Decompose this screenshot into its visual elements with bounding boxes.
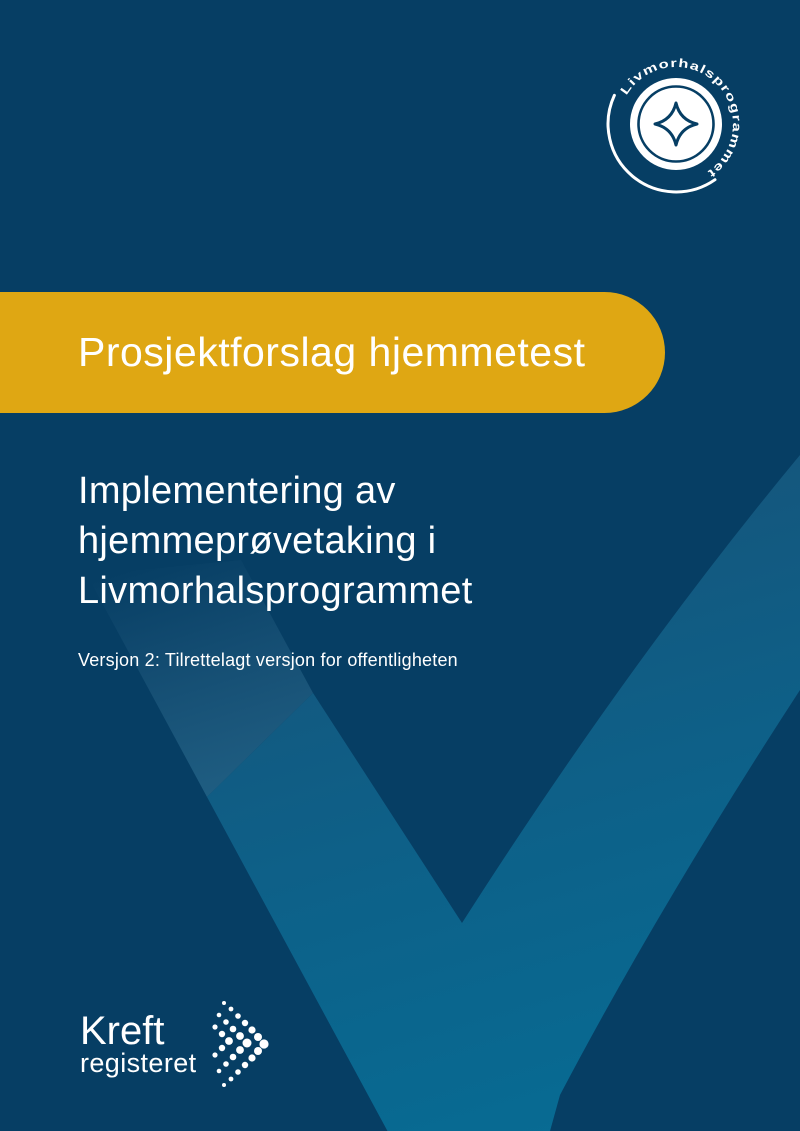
version-note: Versjon 2: Tilrettelagt versjon for offentligheten xyxy=(78,650,458,670)
subtitle-line: Livmorhalsprogrammet xyxy=(78,570,473,612)
subtitle-line: hjemmeprøvetaking i xyxy=(78,520,437,562)
logo-wordmark xyxy=(80,1011,197,1077)
badge-arc-text: Livmorhalsprogrammet xyxy=(617,55,745,181)
program-badge xyxy=(581,29,771,219)
page-title: Prosjektforslag hjemmetest xyxy=(78,329,586,375)
logo-text-registeret: registeret xyxy=(80,1048,197,1078)
subtitle xyxy=(78,466,473,616)
kreftregisteret-logo xyxy=(80,998,269,1090)
subtitle-line: Implementering av xyxy=(78,470,396,512)
logo-text-kreft: Kreft xyxy=(80,1009,165,1053)
title-banner xyxy=(0,292,665,413)
dots-arrow-icon xyxy=(211,998,269,1090)
